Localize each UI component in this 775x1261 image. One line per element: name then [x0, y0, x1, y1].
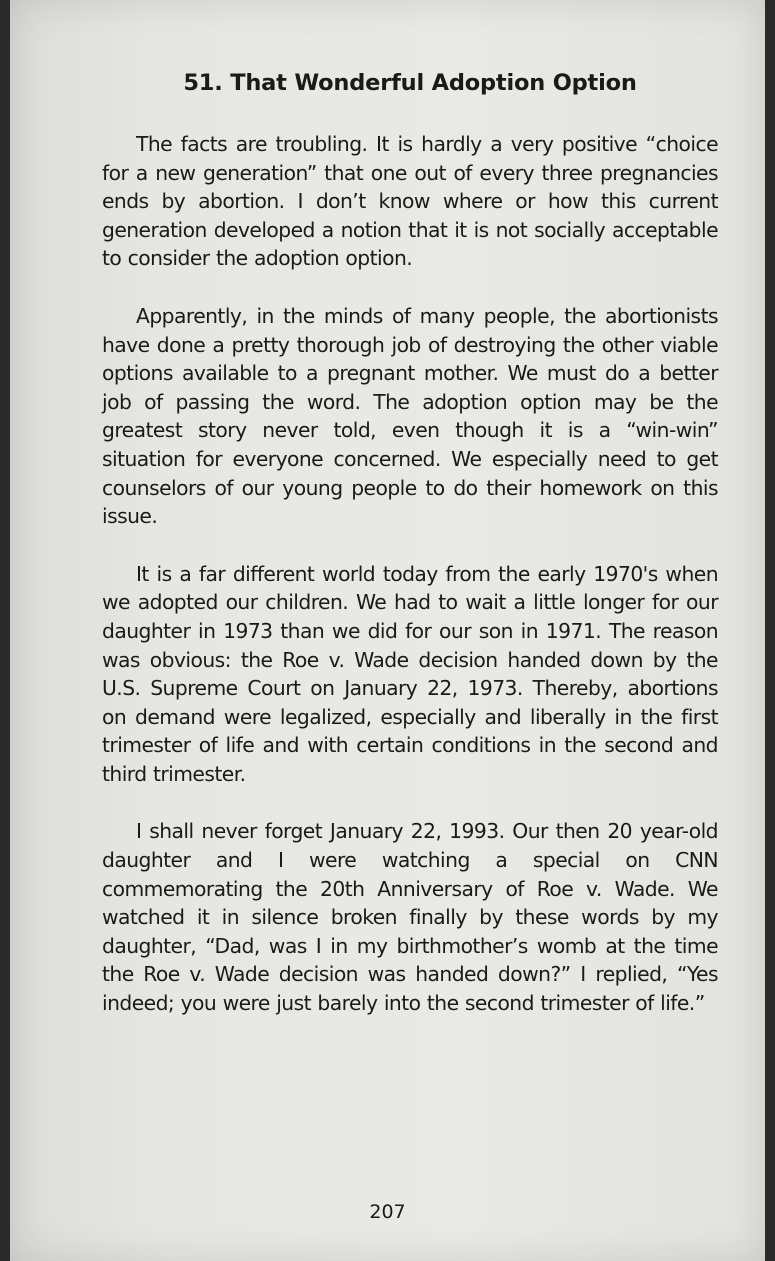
paragraph-1 — [102, 130, 718, 273]
paragraph-text: The facts are troubling. It is hardly a very positive “choice for a new generation” that one out of every three pregnancies ends by abortion. I don’t know where or how this current generation developed a notion that it is not socially acceptable to consider the adoption option. — [102, 132, 718, 271]
paragraph-2 — [102, 302, 718, 531]
page-content — [102, 64, 718, 1047]
paragraph-text: Apparently, in the minds of many people, the abortionists have done a pretty thorough job of destroying the other viable options available to a pregnant mother. We must do a better job of passing the word. The adoption option may be the greatest story never told, even though it is a “win-win” situation for everyone concerned. We especially need to get counselors of our young people to do their homework on this issue. — [102, 303, 718, 529]
paragraph-text: It is a far different world today from the early 1970's when we adopted our children. We had to wait a little longer for our daughter in 1973 than we did for our son in 1971. The reason was obvious: the Roe v. Wade decision handed down by the U.S. Supreme Court on January 22, 1973. Thereby, abortions on demand were legalized, especially and liberally in the first trimester of life and with certain conditions in the second and third trimester. — [102, 561, 718, 786]
book-page — [10, 0, 765, 1261]
chapter-heading: 51. That Wonderful Adoption Option — [183, 70, 637, 96]
paragraph-4 — [102, 817, 718, 1017]
paragraph-text: I shall never forget January 22, 1993. Our then 20 year-old daughter and I were watching a special on CNN commemorating the 20th Anniversary of Roe v. Wade. We watched it in silence broken finally by these words by my daughter, “Dad, was I in my birthmother’s womb at the time the Roe v. Wade decision was handed down?” I replied, “Yes indeed; you were just barely into the second trimester of life.” — [102, 819, 718, 1016]
paragraph-3 — [102, 560, 718, 789]
page-number: 207 — [369, 1201, 406, 1223]
